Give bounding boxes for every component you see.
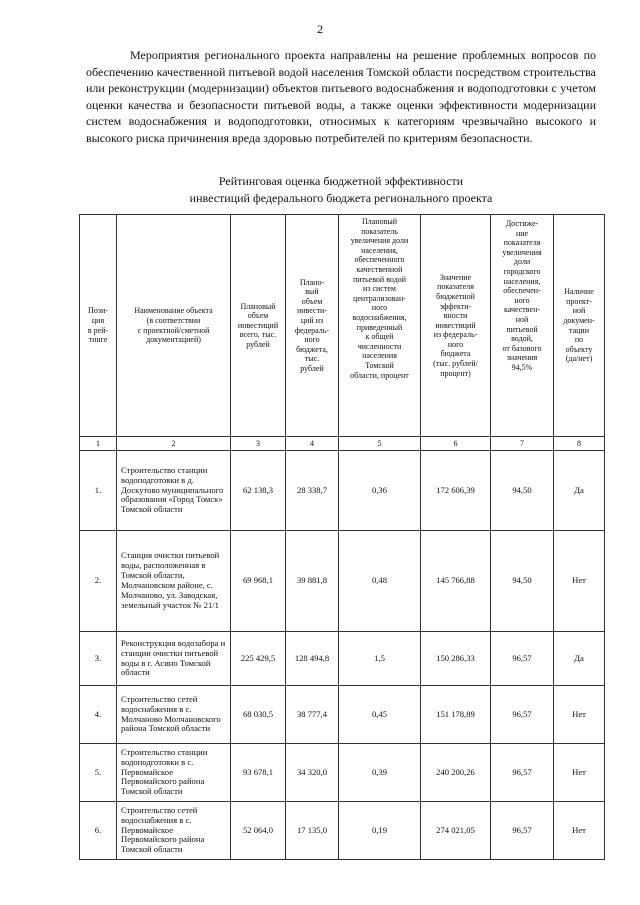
planned-increase-cell: 0,39 (339, 744, 421, 802)
federal-investment-cell: 39 881,8 (286, 531, 339, 632)
column-number: 6 (421, 437, 491, 451)
position-cell: 3. (80, 632, 117, 686)
column-number: 2 (117, 437, 231, 451)
achievement-cell: 94,50 (491, 451, 554, 531)
documentation-cell: Нет (554, 802, 605, 860)
planned-increase-cell: 1,5 (339, 632, 421, 686)
efficiency-value-cell: 145 766,88 (421, 531, 491, 632)
header-cell: Плановый показатель увеличения доли населения, обеспеченного качественной питьевой водой из систем централизован- ного водоснабжения, приведенный к общей численности населения Томской области, процент (339, 215, 421, 437)
federal-investment-cell: 38 777,4 (286, 686, 339, 744)
total-investment-cell: 52 064,0 (231, 802, 286, 860)
total-investment-cell: 93 678,1 (231, 744, 286, 802)
position-cell: 2. (80, 531, 117, 632)
documentation-cell: Да (554, 632, 605, 686)
header-cell: Плановый объем инвестиций всего, тыс. рублей (231, 215, 286, 437)
table-row (80, 744, 605, 802)
column-number: 3 (231, 437, 286, 451)
documentation-cell: Да (554, 451, 605, 531)
header-cell: Пози- ция в рей- тинге (80, 215, 117, 437)
federal-investment-cell: 128 494,8 (286, 632, 339, 686)
total-investment-cell: 69 968,1 (231, 531, 286, 632)
achievement-cell: 94,50 (491, 531, 554, 632)
planned-increase-cell: 0,19 (339, 802, 421, 860)
federal-investment-cell: 28 338,7 (286, 451, 339, 531)
column-number: 5 (339, 437, 421, 451)
header-row (80, 215, 605, 437)
object-name-cell: Строительство станции водоподготовки в д. Доскутово муниципального образования «Город Томск» Томской области (117, 451, 231, 531)
header-cell: Наличие проект- ной докумен- тации по объекту (да/нет) (554, 215, 605, 437)
table-title (86, 173, 596, 207)
efficiency-value-cell: 172 606,39 (421, 451, 491, 531)
efficiency-value-cell: 274 021,05 (421, 802, 491, 860)
federal-investment-cell: 17 135,0 (286, 802, 339, 860)
table-row (80, 632, 605, 686)
efficiency-value-cell: 151 178,89 (421, 686, 491, 744)
header-cell: Значение показателя бюджетной эффекти- вности инвестиций из федераль- ного бюджета (тыс. рублей/ процент) (421, 215, 491, 437)
planned-increase-cell: 0,45 (339, 686, 421, 744)
header-cell: Достиже- ние показателя увеличения доли городского населения, обеспечен- ного качествен- ной питьевой водой, от базового значения 94,5% (491, 215, 554, 437)
documentation-cell: Нет (554, 686, 605, 744)
table-row (80, 686, 605, 744)
object-name-cell: Строительство станции водоподготовки в с. Первомайское Первомайского района Томской области (117, 744, 231, 802)
planned-increase-cell: 0,36 (339, 451, 421, 531)
header-cell: Наименование объекта (в соответствии с проектной/сметной документацией) (117, 215, 231, 437)
position-cell: 6. (80, 802, 117, 860)
position-cell: 5. (80, 744, 117, 802)
table-row (80, 802, 605, 860)
object-name-cell: Строительство сетей водоснабжения в с. Молчаново Молчановского района Томской области (117, 686, 231, 744)
documentation-cell: Нет (554, 531, 605, 632)
object-name-cell: Станция очистки питьевой воды, расположенная в Томской области, Молчановском районе, с. Молчаново, ул. Заводская, земельный участок № 21/1 (117, 531, 231, 632)
achievement-cell: 96,57 (491, 686, 554, 744)
table-row (80, 451, 605, 531)
object-name-cell: Реконструкция водозабора и станции очистки питьевой воды в г. Асино Томской области (117, 632, 231, 686)
total-investment-cell: 225 429,5 (231, 632, 286, 686)
page-number: 2 (317, 22, 323, 36)
object-name-cell: Строительство сетей водоснабжения в с. Первомайское Первомайского района Томской области (117, 802, 231, 860)
table-title-line-2: инвестиций федерального бюджета регионального проекта (189, 191, 493, 205)
position-cell: 4. (80, 686, 117, 744)
planned-increase-cell: 0,48 (339, 531, 421, 632)
achievement-cell: 96,57 (491, 744, 554, 802)
achievement-cell: 96,57 (491, 632, 554, 686)
efficiency-value-cell: 150 286,33 (421, 632, 491, 686)
header-cell: Плано- вый объем инвести- ций из федераль- ного бюджета, тыс. рублей (286, 215, 339, 437)
column-number: 7 (491, 437, 554, 451)
table-title-line-1: Рейтинговая оценка бюджетной эффективности (218, 174, 464, 188)
federal-investment-cell: 34 320,0 (286, 744, 339, 802)
achievement-cell: 96,57 (491, 802, 554, 860)
efficiency-value-cell: 240 200,26 (421, 744, 491, 802)
total-investment-cell: 68 030,5 (231, 686, 286, 744)
table-row (80, 531, 605, 632)
column-number-row (80, 437, 605, 451)
column-number: 4 (286, 437, 339, 451)
rating-table-container (79, 214, 605, 860)
rating-table (79, 214, 605, 860)
position-cell: 1. (80, 451, 117, 531)
column-number: 8 (554, 437, 605, 451)
intro-paragraph: Мероприятия регионального проекта направлены на решение проблемных вопросов по обеспечению качественной питьевой водой населения Томской области посредством строительства или реконструкции (модернизации) объектов питьевого водоснабжения и водоподготовки с учетом оценки качества и безопасности питьевой воды, а также оценки эффективности модернизации систем водоснабжения и водоподготовки, относимых к категориям чрезвычайно высокого и высокого риска причинения вреда здоровью потребителей по критериям безопасности. (86, 48, 596, 145)
documentation-cell: Нет (554, 744, 605, 802)
column-number: 1 (80, 437, 117, 451)
total-investment-cell: 62 138,3 (231, 451, 286, 531)
